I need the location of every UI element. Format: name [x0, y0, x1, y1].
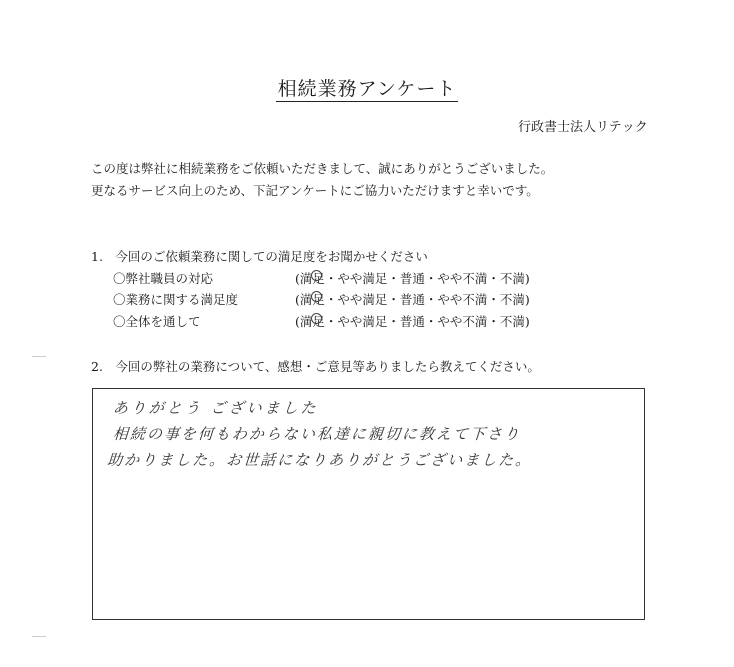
answer-line: ありがとう ございました — [112, 399, 320, 417]
rating-label: 〇弊社職員の対応 — [113, 270, 214, 286]
page-title: 相続業務アンケート — [277, 78, 457, 100]
rating-row-overall — [91, 311, 530, 333]
handwritten-answer — [108, 395, 536, 473]
answer-line: 相続の事を何もわからない私達に親切に教えて下さり — [112, 425, 522, 443]
rating-label: 〇全体を通して — [113, 313, 201, 329]
rating-scale: (満足・やや満足・普通・やや不満・不満) — [295, 270, 530, 286]
rating-scale: (満足・やや満足・普通・やや不満・不満) — [295, 292, 530, 307]
scan-artifact — [32, 636, 46, 637]
selected-circle-mark — [311, 313, 322, 324]
rating-scale: (満足・やや満足・普通・やや不満・不満) — [295, 313, 530, 329]
selected-circle-mark — [311, 270, 322, 281]
intro-text — [91, 158, 553, 202]
rating-label: 〇業務に関する満足度 — [113, 292, 239, 307]
company-name: 行政書士法人リテック — [518, 120, 648, 135]
rating-row-service — [91, 289, 530, 311]
intro-line: この度は弊社に相続業務をご依頼いただきまして、誠にありがとうございました。 — [91, 161, 554, 176]
intro-line: 更なるサービス向上のため、下記アンケートにご協力いただけますと幸いです。 — [91, 183, 539, 198]
answer-line: 助かりました。お世話になりありがとうございました。 — [106, 451, 533, 469]
scan-artifact — [32, 356, 46, 357]
selected-circle-mark — [311, 291, 322, 302]
rating-row-staff — [91, 268, 530, 290]
question-2-text: 2. 今回の弊社の業務について、感想・ご意見等ありましたら教えてください。 — [91, 359, 540, 374]
question-1-text: 1. 今回のご依頼業務に関しての満足度をお聞かせください — [91, 249, 428, 264]
answer-box — [92, 388, 645, 620]
question-1 — [91, 246, 530, 332]
